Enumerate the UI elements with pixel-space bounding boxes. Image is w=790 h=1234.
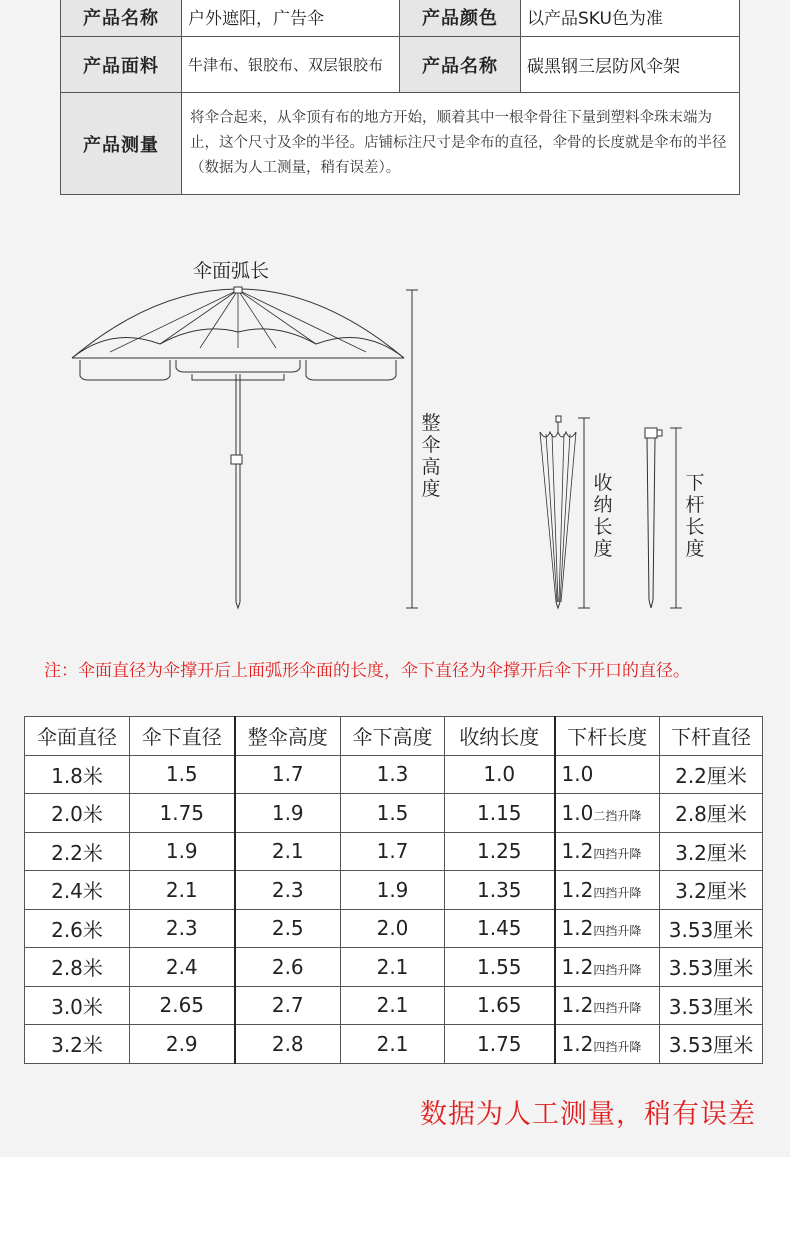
spec-value: 以产品SKU色为准 (521, 0, 740, 37)
table-cell (445, 909, 555, 948)
spec-table (60, 0, 740, 195)
table-cell (660, 909, 763, 948)
cell-value: 1.0 (483, 762, 516, 787)
spec-key: 产品面料 (61, 37, 182, 93)
cell-value: 1.7 (376, 839, 409, 864)
cell-value: 1.2 (561, 916, 594, 941)
table-row (25, 986, 763, 1025)
table-cell (235, 948, 341, 987)
cell-value: 2.3 (165, 916, 198, 941)
spec-value: 碳黑钢三层防风伞架 (521, 37, 740, 93)
table-row (25, 871, 763, 910)
cell-value: 2.3 (271, 877, 304, 902)
cell-value: 1.65 (476, 993, 522, 1018)
cell-value: 1.2 (561, 993, 594, 1018)
header-cell: 伞面直径 (25, 717, 130, 756)
table-cell (130, 871, 235, 910)
cell-value: 1.35 (476, 877, 522, 902)
table-cell (130, 794, 235, 833)
table-row (25, 909, 763, 948)
cell-value: 1.75 (159, 800, 205, 825)
cell-value: 2.1 (271, 839, 304, 864)
table-cell (235, 871, 341, 910)
header-cell: 收纳长度 (445, 717, 555, 756)
table-cell (25, 948, 130, 987)
cell-value: 1.2 (561, 954, 594, 979)
cell-value: 2.1 (376, 993, 409, 1018)
table-cell (235, 986, 341, 1025)
table-row (25, 755, 763, 794)
table-cell (660, 794, 763, 833)
table-cell (341, 832, 445, 871)
cell-value: 3.53厘米 (668, 1033, 754, 1058)
table-cell (130, 832, 235, 871)
cell-value: 2.5 (271, 916, 304, 941)
lift-note: 四挡升降 (593, 962, 642, 977)
table-cell (130, 909, 235, 948)
table-cell (555, 909, 660, 948)
lift-note: 四挡升降 (593, 1039, 642, 1054)
spec-row (61, 0, 740, 37)
size-table-header (25, 717, 763, 756)
table-cell (341, 794, 445, 833)
table-cell (25, 871, 130, 910)
spec-key: 产品名称 (400, 37, 521, 93)
cell-value: 1.9 (271, 800, 304, 825)
lift-note: 四挡升降 (593, 924, 642, 939)
table-cell (130, 755, 235, 794)
table-cell (445, 832, 555, 871)
table-cell (660, 832, 763, 871)
cell-value: 1.55 (476, 954, 522, 979)
table-cell (660, 1025, 763, 1064)
header-cell: 伞下高度 (341, 717, 445, 756)
cell-value: 1.2 (561, 839, 594, 864)
size-table (24, 716, 763, 1064)
table-row (25, 832, 763, 871)
cell-value: 2.9 (165, 1031, 198, 1056)
cell-value: 3.0米 (51, 994, 103, 1019)
cell-value: 2.2米 (51, 840, 103, 865)
table-row (25, 794, 763, 833)
cell-value: 2.8厘米 (675, 802, 747, 827)
cell-value: 2.4米 (51, 879, 103, 904)
cell-value: 1.9 (376, 877, 409, 902)
cell-value: 1.8米 (51, 763, 103, 788)
table-cell (341, 871, 445, 910)
cell-value: 2.4 (165, 954, 198, 979)
table-cell (445, 871, 555, 910)
cell-value: 2.1 (376, 1031, 409, 1056)
measure-description: 将伞合起来，从伞顶有布的地方开始，顺着其中一根伞骨往下量到塑料伞珠末端为止，这个尺寸及伞的半径。店铺标注尺寸是伞布的直径，伞骨的长度就是伞布的半径（数据为人工测量，稍有误差）。 (182, 93, 740, 195)
arc-length-label: 伞面弧长 (193, 260, 270, 282)
table-cell (660, 948, 763, 987)
spec-row (61, 37, 740, 93)
table-cell (445, 986, 555, 1025)
cell-value: 3.2厘米 (675, 840, 747, 865)
cell-value: 1.2 (561, 1031, 594, 1056)
diameter-note: 注：伞面直径为伞撑开后上面弧形伞面的长度，伞下直径为伞撑开后伞下开口的直径。 (44, 661, 690, 681)
table-cell (555, 986, 660, 1025)
cell-value: 2.8米 (51, 956, 103, 981)
table-cell (555, 871, 660, 910)
table-cell (25, 986, 130, 1025)
table-cell (660, 755, 763, 794)
spec-value: 户外遮阳，广告伞 (182, 0, 400, 37)
table-cell (235, 1025, 341, 1064)
umbrella-diagram (0, 240, 790, 620)
table-cell (445, 794, 555, 833)
table-cell (341, 1025, 445, 1064)
cell-value: 1.9 (165, 839, 198, 864)
table-cell (25, 909, 130, 948)
cell-value: 1.3 (376, 762, 409, 787)
header-cell: 下杆直径 (660, 717, 763, 756)
cell-value: 2.0 (376, 916, 409, 941)
cell-value: 2.0米 (51, 802, 103, 827)
table-cell (25, 755, 130, 794)
table-cell (660, 986, 763, 1025)
cell-value: 1.5 (165, 762, 198, 787)
cell-value: 2.6 (271, 954, 304, 979)
table-cell (555, 948, 660, 987)
cell-value: 3.53厘米 (668, 917, 754, 942)
cell-value: 1.0 (561, 762, 594, 787)
table-cell (445, 1025, 555, 1064)
table-cell (341, 948, 445, 987)
table-cell (235, 755, 341, 794)
spec-key: 产品颜色 (400, 0, 521, 37)
cell-value: 1.45 (476, 916, 522, 941)
table-cell (660, 871, 763, 910)
lift-note: 四挡升降 (593, 847, 642, 862)
table-cell (341, 755, 445, 794)
header-cell: 伞下直径 (130, 717, 235, 756)
table-cell (555, 832, 660, 871)
disclaimer: 数据为人工测量，稍有误差 (420, 1099, 756, 1130)
spec-row (61, 93, 740, 195)
table-cell (25, 832, 130, 871)
cell-value: 1.0 (561, 800, 594, 825)
header-cell: 下杆长度 (555, 717, 660, 756)
spec-value: 牛津布、银胶布、双层银胶布 (182, 37, 400, 93)
table-cell (130, 1025, 235, 1064)
cell-value: 2.6米 (51, 917, 103, 942)
cell-value: 3.53厘米 (668, 994, 754, 1019)
cell-value: 3.53厘米 (668, 956, 754, 981)
table-cell (445, 755, 555, 794)
cell-value: 1.7 (271, 762, 304, 787)
header-cell: 整伞高度 (235, 717, 341, 756)
spec-key: 产品名称 (61, 0, 182, 37)
table-cell (341, 986, 445, 1025)
cell-value: 2.1 (165, 877, 198, 902)
cell-value: 2.7 (271, 993, 304, 1018)
table-cell (25, 1025, 130, 1064)
total-height-label: 整伞高度 (421, 412, 441, 500)
folded-length-label: 收纳长度 (593, 472, 613, 560)
lift-note: 四挡升降 (593, 1001, 642, 1016)
table-cell (235, 909, 341, 948)
lift-note: 二挡升降 (593, 808, 642, 823)
cell-value: 2.8 (271, 1031, 304, 1056)
table-cell (235, 832, 341, 871)
umbrella-illustration (0, 240, 790, 620)
table-cell (555, 755, 660, 794)
cell-value: 1.2 (561, 877, 594, 902)
cell-value: 1.25 (476, 839, 522, 864)
cell-value: 2.2厘米 (675, 763, 747, 788)
cell-value: 1.75 (476, 1031, 522, 1056)
table-row (25, 1025, 763, 1064)
cell-value: 1.5 (376, 800, 409, 825)
pole-length-label: 下杆长度 (685, 472, 705, 560)
table-row (25, 948, 763, 987)
cell-value: 3.2米 (51, 1033, 103, 1058)
table-cell (445, 948, 555, 987)
cell-value: 1.15 (476, 800, 522, 825)
table-cell (130, 948, 235, 987)
spec-key: 产品测量 (61, 93, 182, 195)
table-cell (555, 1025, 660, 1064)
table-cell (235, 794, 341, 833)
table-cell (341, 909, 445, 948)
table-cell (555, 794, 660, 833)
table-cell (25, 794, 130, 833)
lift-note: 四挡升降 (593, 885, 642, 900)
cell-value: 2.1 (376, 954, 409, 979)
cell-value: 3.2厘米 (675, 879, 747, 904)
cell-value: 2.65 (159, 993, 205, 1018)
table-cell (130, 986, 235, 1025)
